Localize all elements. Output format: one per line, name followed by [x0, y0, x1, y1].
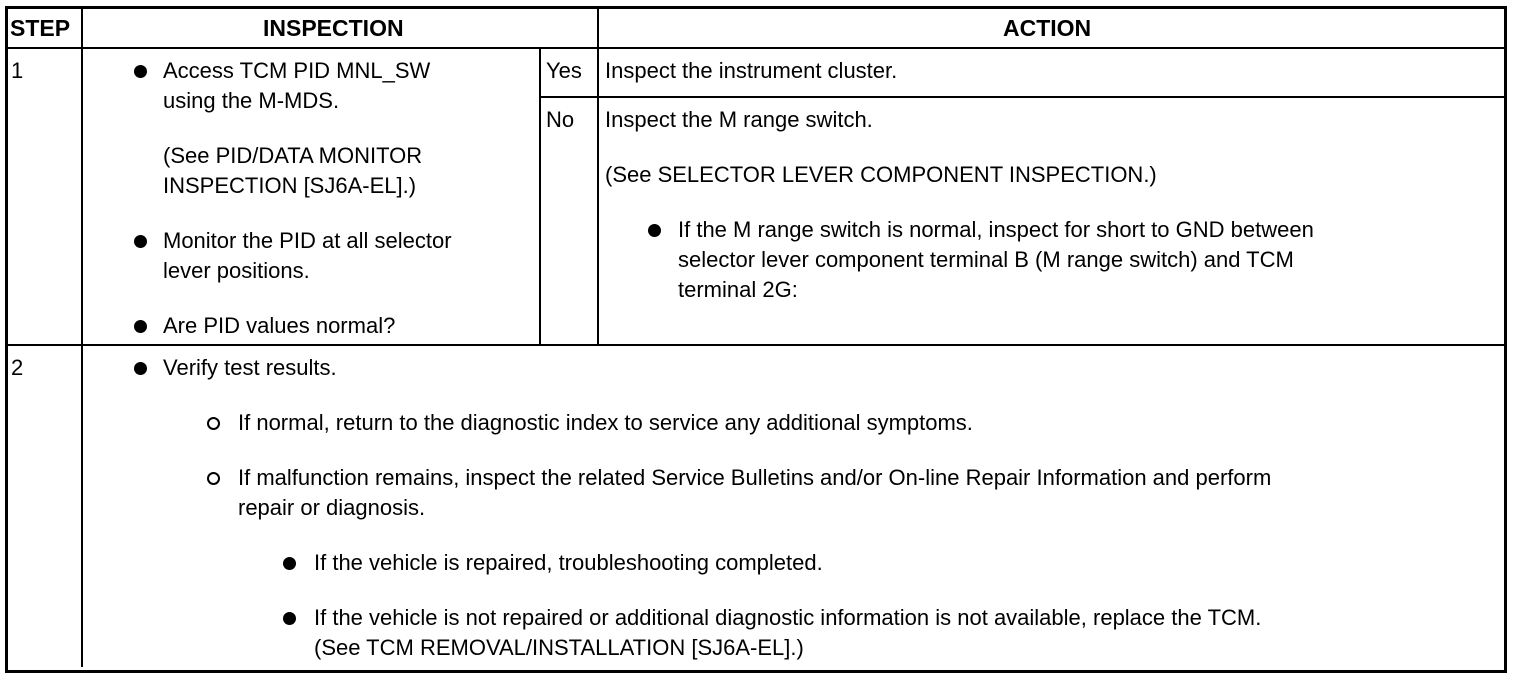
row-divider [8, 344, 1504, 346]
header-action: ACTION [1003, 15, 1092, 41]
inspection-reference: INSPECTION [SJ6A-EL].) [163, 173, 417, 198]
step-number-2: 2 [11, 355, 24, 380]
inspection-question: Are PID values normal? [163, 313, 396, 338]
sub-bullet-icon [207, 417, 220, 430]
inspection-reference: (See PID/DATA MONITOR [163, 143, 423, 168]
row2-bullet: Verify test results. [163, 355, 337, 380]
answer-no: No [546, 107, 575, 132]
bullet-icon [134, 362, 147, 375]
row2-sub-item: If malfunction remains, inspect the related Service Bulletins and/or On-line Repair Information and perform [238, 465, 1272, 490]
bullet-icon [134, 65, 147, 78]
action-no: Inspect the M range switch. [605, 107, 873, 132]
action-no-bullet-line: If the M range switch is normal, inspect for short to GND between [678, 217, 1314, 242]
inspection-line: Monitor the PID at all selector [163, 228, 452, 253]
inspection-line: lever positions. [163, 258, 310, 283]
bullet-icon [648, 224, 661, 237]
row2-subsub-item: If the vehicle is not repaired or additional diagnostic information is not available, replace the TCM. [314, 605, 1262, 630]
action-no-reference: (See SELECTOR LEVER COMPONENT INSPECTION.) [605, 162, 1157, 187]
step-column-divider [81, 9, 83, 667]
action-no-bullet-line: terminal 2G: [678, 277, 798, 302]
action-yes: Inspect the instrument cluster. [605, 58, 898, 83]
action-column-divider [597, 9, 599, 345]
inspection-line: using the M-MDS. [163, 88, 340, 113]
inspection-answer-divider [539, 48, 541, 345]
header-inspection: INSPECTION [263, 15, 404, 41]
row2-sub-item: repair or diagnosis. [238, 495, 426, 520]
sub-bullet-icon [207, 472, 220, 485]
bullet-icon [134, 235, 147, 248]
inspection-line: Access TCM PID MNL_SW [163, 58, 431, 83]
step-number-1: 1 [11, 58, 24, 83]
bullet-icon [283, 557, 296, 570]
row2-subsub-item: If the vehicle is repaired, troubleshooting completed. [314, 550, 823, 575]
header-divider [8, 47, 1504, 49]
bullet-icon [283, 612, 296, 625]
row2-subsub-reference: (See TCM REMOVAL/INSTALLATION [SJ6A-EL].) [314, 635, 804, 660]
action-no-bullet-line: selector lever component terminal B (M range switch) and TCM [678, 247, 1294, 272]
answer-yes: Yes [546, 58, 582, 83]
bullet-icon [134, 320, 147, 333]
yes-no-divider [540, 96, 1504, 98]
header-step: STEP [10, 15, 71, 41]
row2-sub-item: If normal, return to the diagnostic index to service any additional symptoms. [238, 410, 973, 435]
